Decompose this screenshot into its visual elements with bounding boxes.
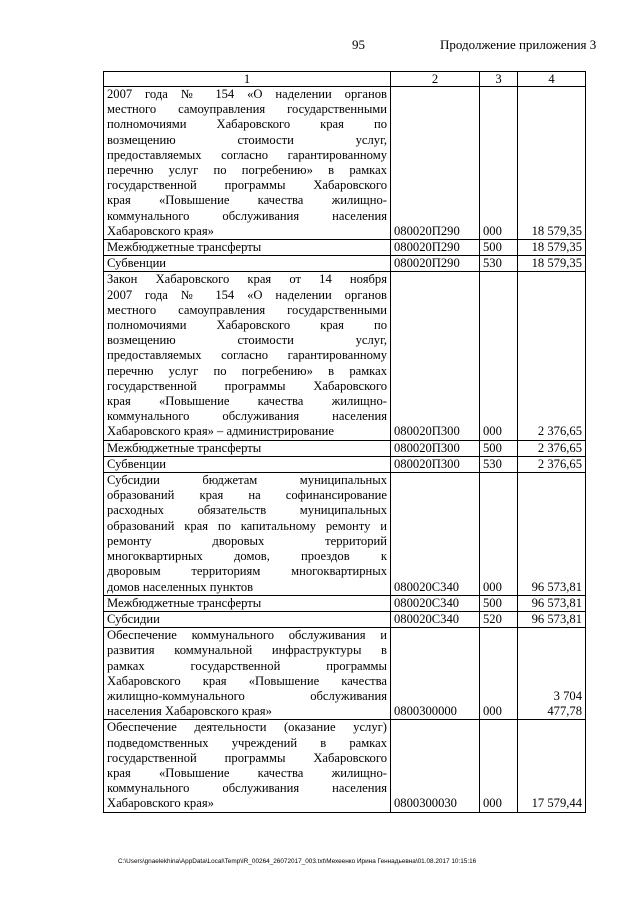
- row-description: [104, 720, 391, 812]
- description-line: образований края на софинансирование: [107, 488, 387, 503]
- row-expense-type: 000: [480, 87, 518, 240]
- file-path-footer: C:\Users\gnaelekhina\AppData\Local\Temp\IR_00264_26072017_003.txt\Мехеенко Ирина Геннадьевна\01.08.2017 10:15:16: [118, 858, 477, 865]
- table-row: [104, 256, 586, 272]
- row-description: [104, 473, 391, 596]
- description-line: Хабаровского края»: [107, 796, 214, 811]
- row-description: [104, 595, 391, 611]
- description-line: перечню услуг по погребению» в рамках: [107, 163, 387, 178]
- row-amount: 2 376,65: [518, 456, 586, 472]
- row-expense-type: 500: [480, 595, 518, 611]
- description-line: Хабаровского края «Повышение качества: [107, 673, 387, 688]
- description-line: домов населенных пунктов: [107, 579, 254, 594]
- row-description: [104, 628, 391, 720]
- row-expense-type: 530: [480, 456, 518, 472]
- row-target-code: 080020П300: [391, 456, 480, 472]
- description-line: края «Повышение качества жилищно-: [107, 394, 387, 409]
- table-row: [104, 272, 586, 440]
- row-expense-type: 500: [480, 240, 518, 256]
- row-description: [104, 440, 391, 456]
- description-line: Субсидии бюджетам муниципальных: [107, 473, 387, 488]
- row-description: [104, 611, 391, 627]
- row-description: [104, 87, 391, 240]
- row-description: [104, 240, 391, 256]
- table-row: [104, 628, 586, 720]
- row-description: [104, 456, 391, 472]
- row-target-code: 0800300030: [391, 720, 480, 812]
- row-amount: 18 579,35: [518, 240, 586, 256]
- description-line: ремонту дворовых территорий: [107, 533, 387, 548]
- table-row: [104, 440, 586, 456]
- description-line: образований края по капитальному ремонту и: [107, 518, 387, 533]
- row-expense-type: 000: [480, 473, 518, 596]
- description-line: коммунального обслуживания населения: [107, 208, 387, 223]
- row-amount: 2 376,65: [518, 440, 586, 456]
- description-line: предоставляемых согласно гарантированному: [107, 147, 387, 162]
- row-amount: 18 579,35: [518, 87, 586, 240]
- description-line: Хабаровского края» – администрирование: [107, 424, 335, 439]
- description-line: 2007 года № 154 «О наделении органов: [107, 87, 387, 101]
- row-target-code: 080020П300: [391, 440, 480, 456]
- description-line: полномочиями Хабаровского края по: [107, 318, 387, 333]
- description-line: рамках государственной программы: [107, 658, 387, 673]
- row-amount: 18 579,35: [518, 256, 586, 272]
- row-expense-type: 520: [480, 611, 518, 627]
- row-amount: 96 573,81: [518, 595, 586, 611]
- description-line: жилищно-коммунального обслуживания: [107, 688, 387, 703]
- description-line: местного самоуправления государственными: [107, 302, 387, 317]
- row-target-code: 080020С340: [391, 611, 480, 627]
- description-line: Субвенции: [107, 256, 167, 271]
- description-line: перечню услуг по погребению» в рамках: [107, 363, 387, 378]
- row-expense-type: 500: [480, 440, 518, 456]
- description-line: Обеспечение деятельности (оказание услуг): [107, 720, 387, 735]
- description-line: края «Повышение качества жилищно-: [107, 765, 387, 780]
- row-expense-type: 000: [480, 720, 518, 812]
- description-line: Субсидии: [107, 611, 160, 626]
- budget-table: [103, 71, 586, 813]
- row-target-code: 080020П290: [391, 240, 480, 256]
- description-line: коммунального обслуживания населения: [107, 781, 387, 796]
- row-target-code: 080020П290: [391, 87, 480, 240]
- row-expense-type: 000: [480, 272, 518, 440]
- page-number: 95: [352, 37, 365, 52]
- table-row: [104, 611, 586, 627]
- description-line: Межбюджетные трансферты: [107, 595, 262, 610]
- description-line: Субвенции: [107, 456, 167, 471]
- description-line: Закон Хабаровского края от 14 ноября: [107, 272, 387, 287]
- description-line: дворовым территориям многоквартирных: [107, 564, 387, 579]
- description-line: полномочиями Хабаровского края по: [107, 117, 387, 132]
- table-row: [104, 473, 586, 596]
- row-amount: 2 376,65: [518, 272, 586, 440]
- description-line: предоставляемых согласно гарантированному: [107, 348, 387, 363]
- row-target-code: 0800300000: [391, 628, 480, 720]
- description-line: возмещению стоимости услуг,: [107, 333, 387, 348]
- description-line: развития коммунальной инфраструктуры в: [107, 643, 387, 658]
- row-expense-type: 000: [480, 628, 518, 720]
- row-target-code: 080020С340: [391, 595, 480, 611]
- header-col-4: 4: [518, 72, 586, 87]
- description-line: государственной программы Хабаровского: [107, 178, 387, 193]
- row-amount: 96 573,81: [518, 473, 586, 596]
- row-expense-type: 530: [480, 256, 518, 272]
- description-line: подведомственных учреждений в рамках: [107, 735, 387, 750]
- description-line: Хабаровского края»: [107, 223, 214, 238]
- row-target-code: 080020П290: [391, 256, 480, 272]
- description-line: Межбюджетные трансферты: [107, 440, 262, 455]
- row-target-code: 080020П300: [391, 272, 480, 440]
- table-row: [104, 240, 586, 256]
- row-amount: 17 579,44: [518, 720, 586, 812]
- table-header-row: [104, 72, 586, 87]
- description-line: многоквартирных домов, проездов к: [107, 549, 387, 564]
- table-row: [104, 87, 586, 240]
- description-line: расходных обязательств муниципальных: [107, 503, 387, 518]
- description-line: коммунального обслуживания населения: [107, 409, 387, 424]
- description-line: края «Повышение качества жилищно-: [107, 193, 387, 208]
- description-line: Обеспечение коммунального обслуживания и: [107, 628, 387, 643]
- row-description: [104, 256, 391, 272]
- table-row: [104, 595, 586, 611]
- row-amount: 3 704 477,78: [518, 628, 586, 720]
- row-amount: 96 573,81: [518, 611, 586, 627]
- header-col-1: 1: [104, 72, 391, 87]
- header-col-2: 2: [391, 72, 480, 87]
- header-col-3: 3: [480, 72, 518, 87]
- table-row: [104, 720, 586, 812]
- description-line: 2007 года № 154 «О наделении органов: [107, 287, 387, 302]
- row-description: [104, 272, 391, 440]
- description-line: Межбюджетные трансферты: [107, 240, 262, 255]
- description-line: местного самоуправления государственными: [107, 102, 387, 117]
- description-line: возмещению стоимости услуг,: [107, 132, 387, 147]
- row-target-code: 080020С340: [391, 473, 480, 596]
- description-line: населения Хабаровского края»: [107, 704, 272, 719]
- description-line: государственной программы Хабаровского: [107, 750, 387, 765]
- table-row: [104, 456, 586, 472]
- description-line: государственной программы Хабаровского: [107, 378, 387, 393]
- continuation-label: Продолжение приложения 3: [440, 37, 597, 52]
